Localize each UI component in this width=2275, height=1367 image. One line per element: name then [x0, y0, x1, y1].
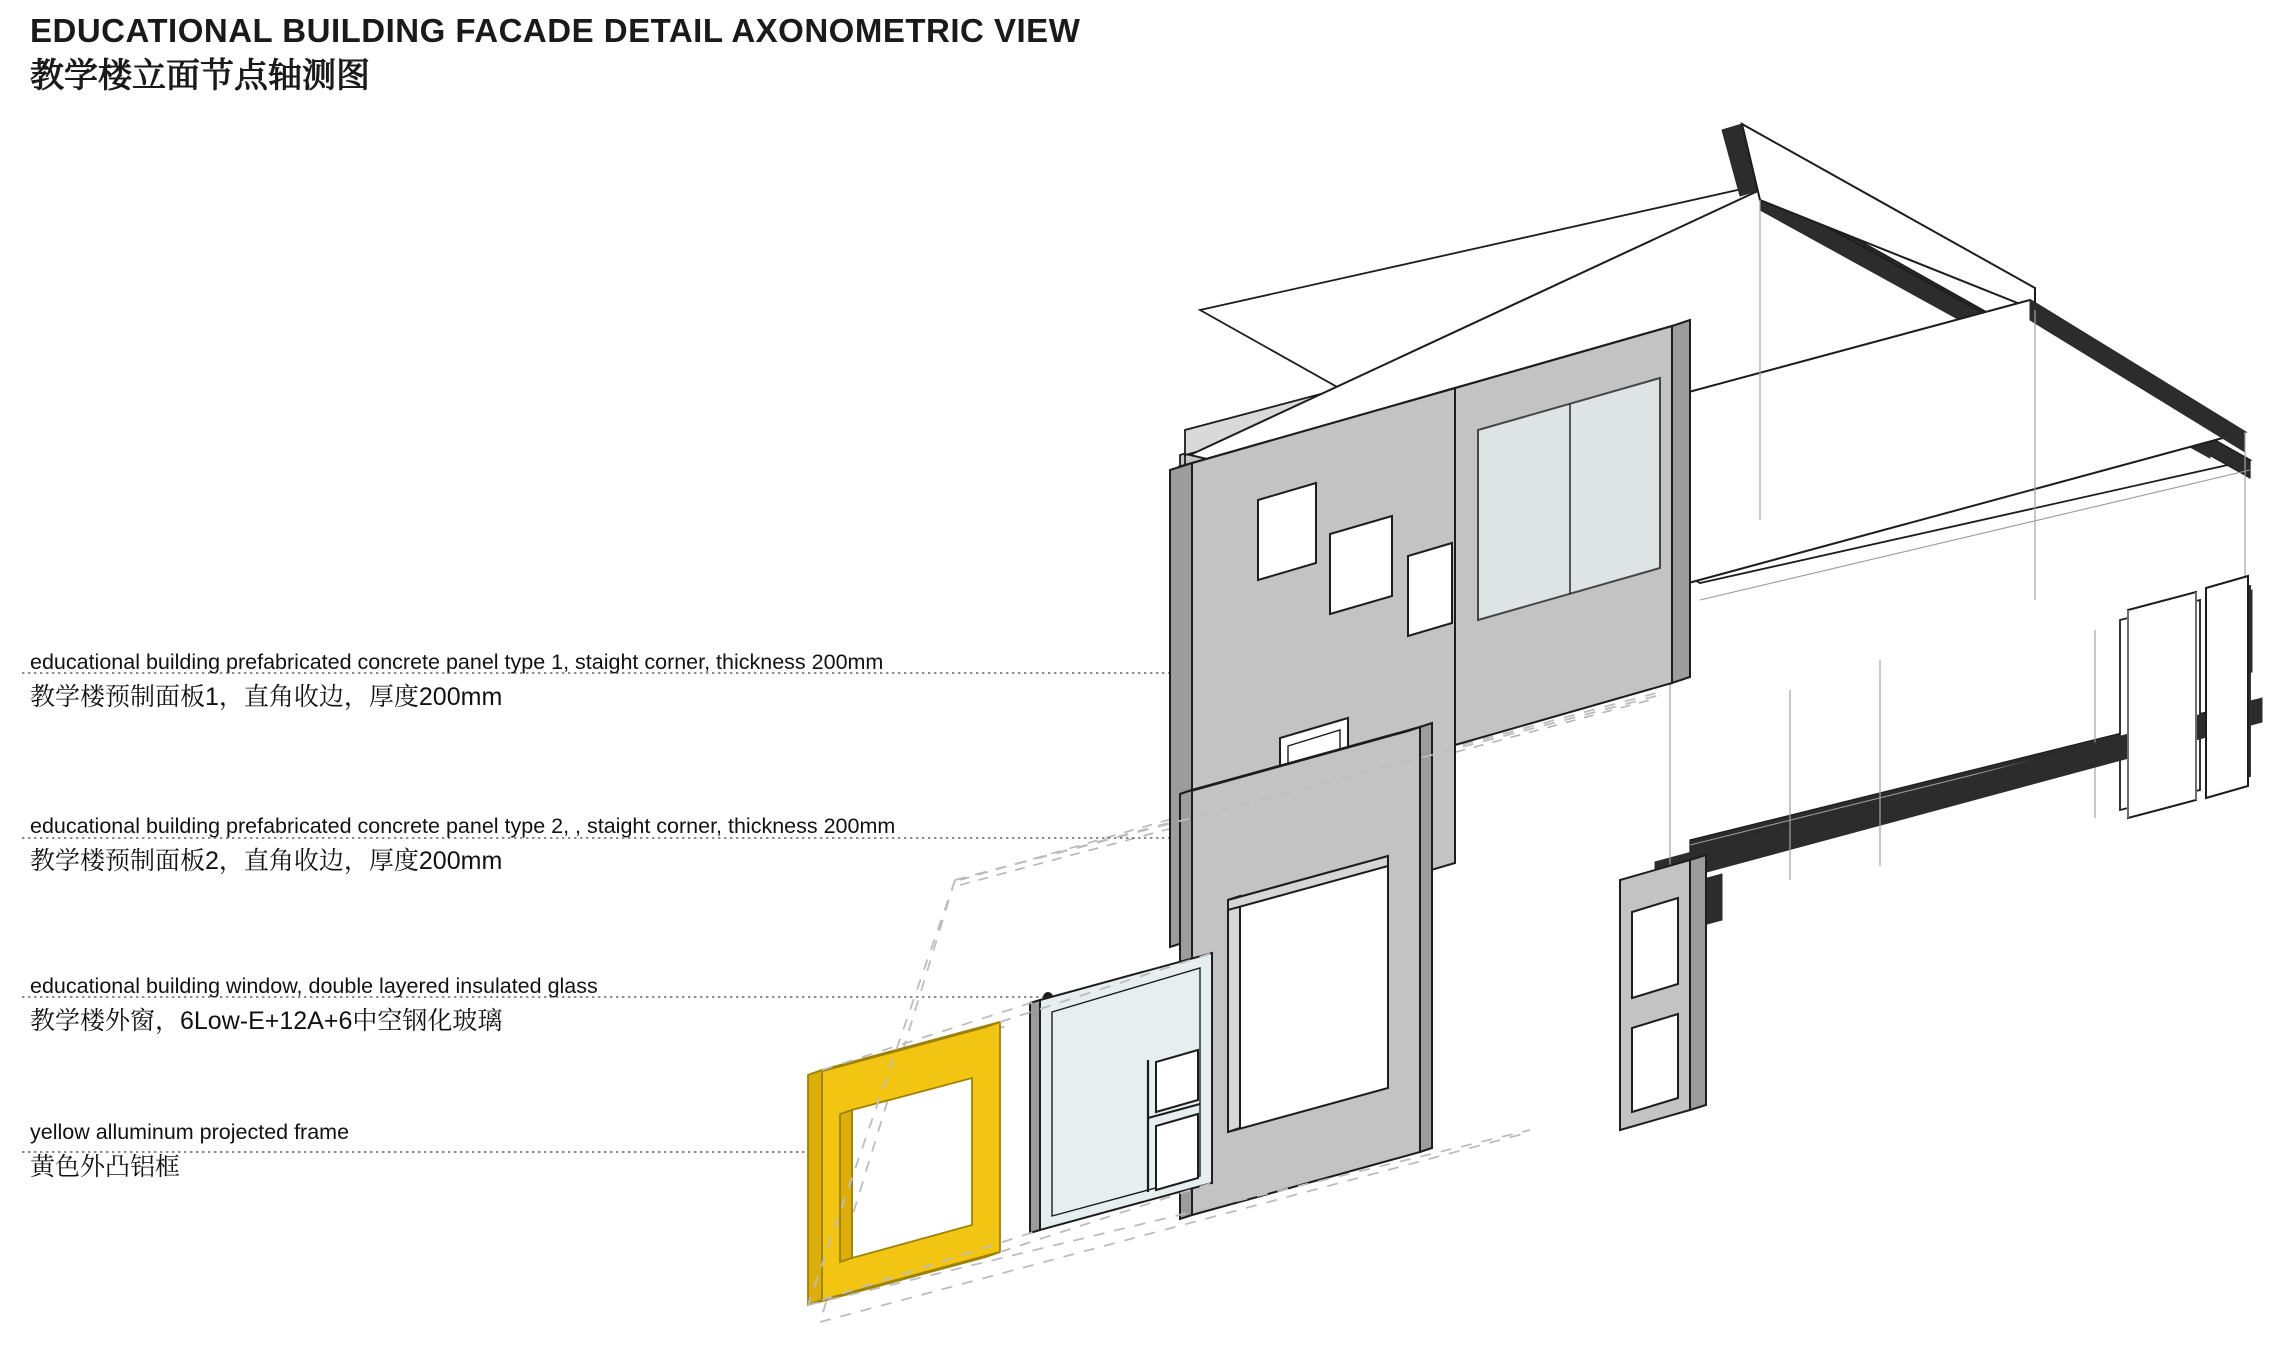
leader-dot-yellow-frame — [823, 1147, 833, 1157]
panel-type1-opening-a — [1270, 452, 1330, 546]
annotation-panel-type-1-chinese: 教学楼预制面板1，直角收边，厚度200mm — [30, 683, 503, 712]
annotation-yellow-frame-english: yellow alluminum projected frame — [30, 1120, 350, 1144]
yellow-frame-assembly — [830, 1030, 1000, 1317]
annotation-yellow-frame-chinese: 黄色外凸铝框 — [30, 1153, 181, 1182]
leader-dot-panel-type-1 — [1270, 668, 1280, 678]
annotation-panel-type-2-english: educational building prefabricated concrete panel type 2, , staight corner, thickness 200mm — [30, 814, 896, 838]
page-title-english: EDUCATIONAL BUILDING FACADE DETAIL AXONOMETRIC VIEW — [30, 12, 1081, 49]
window-glass-assembly — [1035, 965, 1205, 1250]
annotation-panel-type-2-chinese: 教学楼预制面板2，直角收边，厚度200mm — [30, 847, 503, 876]
leader-dot-panel-type-2 — [1180, 833, 1190, 843]
page-title-chinese: 教学楼立面节点轴测图 — [30, 56, 370, 95]
right-window-panel-b — [2210, 586, 2250, 786]
panel-type-2-assembly — [1188, 737, 1420, 1280]
annotation-window-glass-english: educational building window, double layered insulated glass — [30, 974, 598, 998]
annotation-window-glass-chinese: 教学楼外窗，6Low-E+12A+6中空钢化玻璃 — [30, 1007, 503, 1036]
right-window-panel-a — [2120, 600, 2200, 810]
leader-dot-window-glass — [1043, 992, 1053, 1002]
explode-guide-a — [960, 815, 1185, 880]
annotation-panel-type-1-english: educational building prefabricated concrete panel type 1, staight corner, thickness 200mm — [30, 650, 884, 674]
panel-type1-opening-b — [1345, 485, 1400, 573]
